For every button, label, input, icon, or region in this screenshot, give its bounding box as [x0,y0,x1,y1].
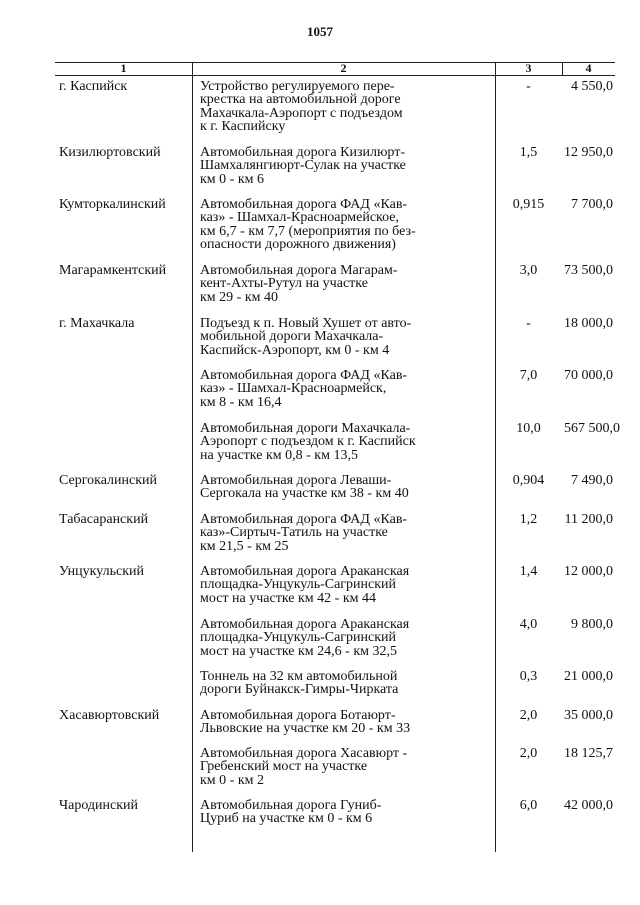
district-cell: Чародинский [59,798,139,813]
object-cell: Автомобильная дорога Гуниб- Цуриб на участке км 0 - км 6 [200,798,382,827]
length-cell: 7,0 [519,368,538,383]
amount-cell: 7 490,0 [571,473,613,488]
length-cell: - [526,79,531,94]
amount-cell: 70 000,0 [564,368,613,383]
amount-cell: 12 950,0 [564,145,613,160]
object-cell: Автомобильная дороги Махачкала- Аэропорт с подъездом к г. Каспийск на участке км 0,8 - км 13,5 [200,421,416,463]
length-cell: 2,0 [519,708,538,723]
page-number: 1057 [307,24,333,39]
amount-cell: 7 700,0 [571,197,613,212]
object-cell: Автомобильная дорога Магарам- кент-Ахты-Рутул на участке км 29 - км 40 [200,263,398,305]
amount-cell: 567 500,0 [564,421,620,436]
length-cell: - [526,316,531,331]
column-header-1: 1 [120,61,127,75]
amount-cell: 18 125,7 [564,746,613,761]
column-divider-1 [192,62,193,852]
amount-cell: 4 550,0 [571,79,613,94]
amount-cell: 21 000,0 [564,669,613,684]
district-cell: г. Каспийск [59,79,128,94]
length-cell: 0,3 [519,669,538,684]
district-cell: Магарамкентский [59,263,167,278]
amount-cell: 11 200,0 [564,512,613,527]
district-cell: Кумторкалинский [59,197,166,212]
object-cell: Автомобильная дорога Ботаюрт- Львовские на участке км 20 - км 33 [200,708,411,737]
object-cell: Подъезд к п. Новый Хушет от авто- мобильной дороги Махачкала- Каспийск-Аэропорт, км 0 - км 4 [200,316,412,358]
data-table [55,61,620,852]
object-cell: Автомобильная дорога Араканская площадка-Унцукуль-Сагринский мост на участке км 24,6 - км 32,5 [200,617,410,659]
length-cell: 1,2 [519,512,538,527]
length-cell: 0,904 [512,473,545,488]
object-cell: Автомобильная дорога Леваши- Сергокала на участке км 38 - км 40 [200,473,409,502]
length-cell: 1,5 [519,145,538,160]
object-cell: Автомобильная дорога Араканская площадка-Унцукуль-Сагринский мост на участке км 42 - км 44 [200,564,410,606]
length-cell: 3,0 [519,263,538,278]
column-divider-2 [495,62,496,852]
length-cell: 1,4 [519,564,538,579]
amount-cell: 73 500,0 [564,263,613,278]
amount-cell: 35 000,0 [564,708,613,723]
length-cell: 6,0 [519,798,538,813]
length-cell: 2,0 [519,746,538,761]
district-cell: Сергокалинский [59,473,158,488]
header-bottom-rule [55,75,615,76]
length-cell: 4,0 [519,617,538,632]
amount-cell: 42 000,0 [564,798,613,813]
column-header-2: 2 [340,61,347,75]
district-cell: Кизилюртовский [59,145,161,160]
object-cell: Автомобильная дорога Кизилюрт- Шамхалянгиюрт-Сулак на участке км 0 - км 6 [200,145,406,187]
object-cell: Автомобильная дорога ФАД «Кав- каз» - Шамхал-Красноармейское, км 6,7 - км 7,7 (мероприятия по без- опасности дорожного движения) [200,197,416,253]
object-cell: Тоннель на 32 км автомобильной дороги Буйнакск-Гимры-Чирката [200,669,399,698]
object-cell: Автомобильная дорога Хасавюрт - Гребенский мост на участке км 0 - км 2 [200,746,408,788]
amount-cell: 9 800,0 [571,617,613,632]
amount-cell: 12 000,0 [564,564,613,579]
object-cell: Автомобильная дорога ФАД «Кав- каз» - Шамхал-Красноармейск, км 8 - км 16,4 [200,368,408,410]
amount-cell: 18 000,0 [564,316,613,331]
length-cell: 10,0 [516,421,541,436]
district-cell: Унцукульский [59,564,145,579]
district-cell: Хасавюртовский [59,708,160,723]
district-cell: Табасаранский [59,512,149,527]
length-cell: 0,915 [512,197,545,212]
column-header-3: 3 [525,61,532,75]
district-cell: г. Махачкала [59,316,135,331]
column-header-4: 4 [585,61,592,75]
object-cell: Устройство регулируемого пере- крестка на автомобильной дороге Махачкала-Аэропорт с подъездом к г. Каспийску [200,79,403,135]
object-cell: Автомобильная дорога ФАД «Кав- каз»-Сиртыч-Татиль на участке км 21,5 - км 25 [200,512,408,554]
